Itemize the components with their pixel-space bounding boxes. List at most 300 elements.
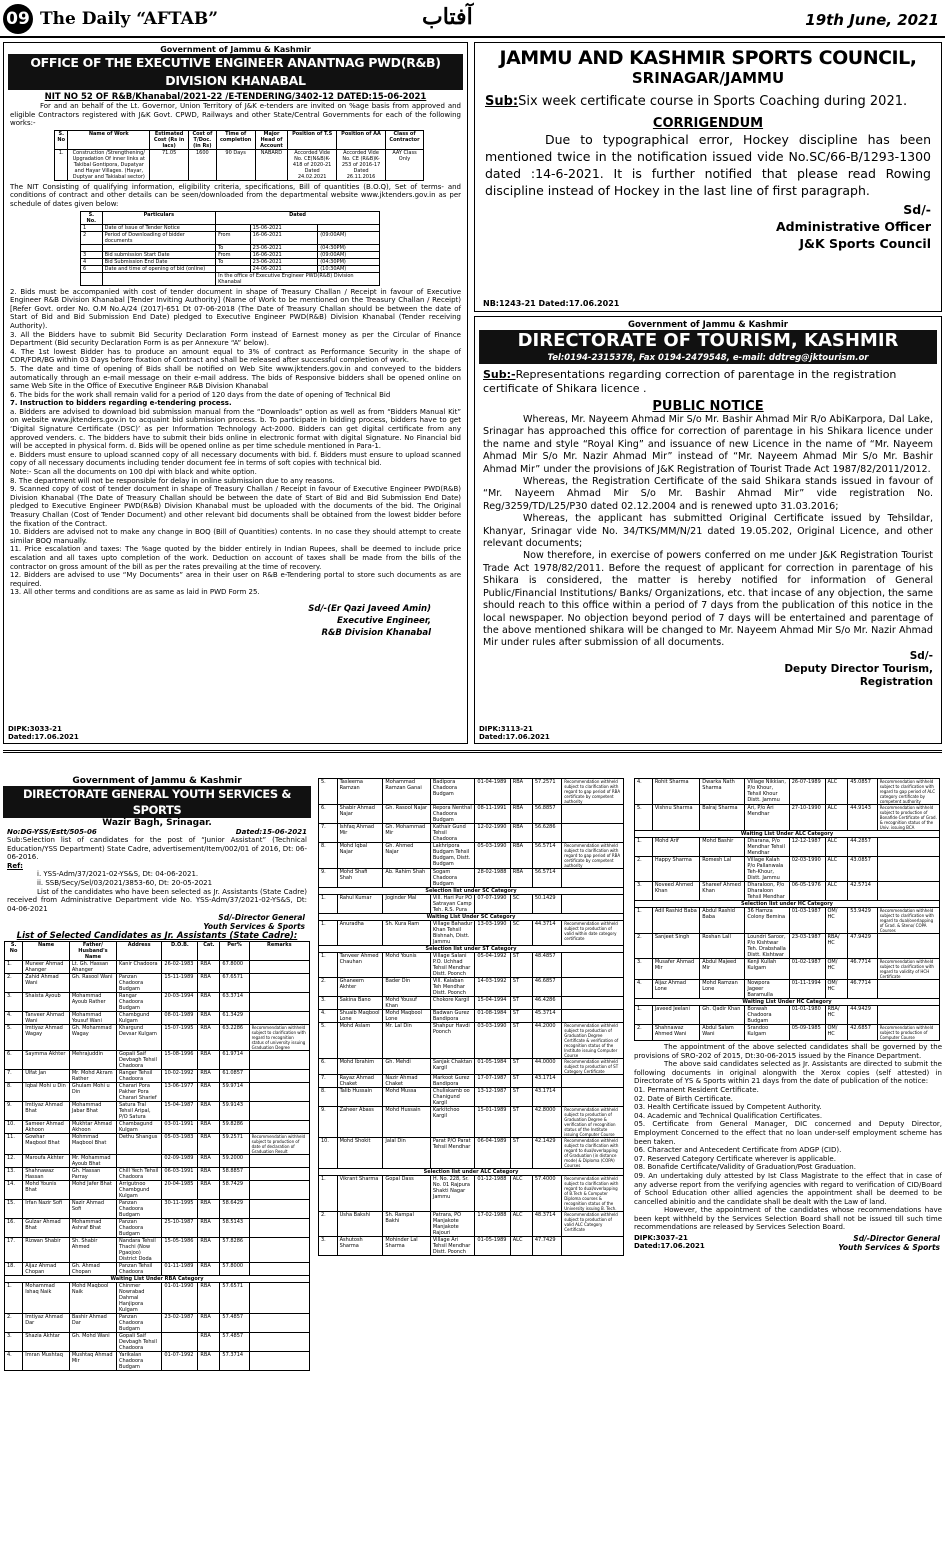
table-cell: 15-05-1986 [162,1238,198,1263]
table-row [5,1219,310,1238]
document-item: 06. Character and Antecedent Certificate from ADGP (CID). [634,1146,842,1155]
table-cell: 2. [319,978,338,997]
pwd-clauses [10,288,461,597]
table-cell: 4. [5,1352,23,1371]
table-cell: 14-03-1992 [475,978,510,997]
table-cell [249,974,309,993]
table-cell: Mehrajuddin [69,1051,116,1070]
table-cell: 59.9714 [220,1083,249,1102]
table-cell: Mohd Jafer Bhat [69,1181,116,1200]
table-cell: 01-03-1987 [789,908,825,934]
table-cell: 46.7714 [848,980,877,999]
youth-final-para: However, the appointment of the candidates whose recommendations have been kept withheld by the Services Selection Board shall not be issued till such time recommendations are released by Services Selection Board. [634,1206,942,1232]
tourism-paragraph: Now therefore, in exercise of powers conferred on me under J&K Registration Tourist Trade Act 1978/82/2011. Before the request of applicant for correction in parentage of his Shikara is considered, the matter is hereby notified for information of General Public/Financial Institutions/ Banks/ Organizations, etc. that incase of any objection, the same should reach to this office within a period of 7 days from the publication of this notice in the local newspaper. No objection beyond period of 7 days will be entertained and parentage of the above mentioned shikara will be changed to Mr. Nayeem Ahmad Mir S/o Mr. Nazir Ahmad Mir under rules after submission of all documents. [483,550,933,649]
schedule-cell: 3 [81,251,103,258]
document-item: 01. Permanent Resident Certificate. [634,1085,759,1094]
pwd-tender-notice [3,42,468,744]
table-row [319,1075,624,1088]
table-cell [249,1070,309,1083]
table-cell: Sogam Chadoora Budgam [430,869,475,888]
document-item: 07. Reserved Category Certificate wherever is applicable. [634,1154,836,1163]
table-row [5,1121,310,1134]
category-heading-row [5,1276,310,1283]
table-cell: RBA [198,1051,220,1070]
schedule-row [81,265,380,272]
table-cell: Shaista Ayoub [23,993,70,1012]
table-cell: ST [510,1138,532,1169]
table-cell: Mohammad Yousuf Wani [69,1012,116,1025]
table-cell: 17. [5,1238,23,1263]
table-cell: 02-03-1990 [789,857,825,882]
table-row [635,908,940,934]
table-cell: 8. [5,1083,23,1102]
table-row [635,980,940,999]
table-cell: Gh. Qadir Khan [700,1006,745,1025]
table-cell: 57.8286 [220,1238,249,1263]
youth-ref-line: No:DG-YSS/Estt/505-06 Dated:15-06-2021 [7,828,307,836]
table-cell: 01-08-1984 [475,1010,510,1023]
table-cell: 06-05-1976 [789,882,825,901]
table-cell: Imran Mushtaq [23,1352,70,1371]
table-cell: 2. [635,934,653,959]
table-cell: 14. [5,1181,23,1200]
table-cell: 44.3714 [532,921,561,946]
table-cell [562,1010,624,1023]
table-cell: Mohammad Ashraf Bhat [69,1219,116,1238]
table-cell: Mohammad Ramzan Ganai [383,779,430,805]
schedule-cell: Bid submission Start Date [102,251,215,258]
table-row [5,1070,310,1083]
tourism-subject: Sub:-Representations regarding correction of parentage in the registration certificate of Shikara licence . [483,368,897,395]
table-row [319,1176,624,1212]
table-cell: Rahul Kumar [337,895,383,914]
table-cell: Recommendation withheld subject to production of Graduation Degree & verification of recognition status of the Institute issuing Computer Course [562,1107,624,1138]
table-cell: Recommendation withheld subject to clarification with regard to gap period of RBA certificate by competent authority [562,779,624,805]
table-cell: Village Salani P.O. Uchhad Tehsil Mendhar Distt. Poonch [430,953,475,978]
table-cell: Aijaz Ahmad Lone [652,980,699,999]
table-cell: Khargund Devsar Kulgam [117,1025,162,1051]
table-cell: 01-05-1984 [475,1059,510,1075]
table-cell: RBA [198,1263,220,1276]
table-cell: 05-03-1983 [162,1134,198,1155]
schedule-row [81,224,380,231]
table-cell [877,934,939,959]
table-cell: Mohd Ibrahim [337,1059,383,1075]
schedule-cell: 4 [81,258,103,265]
table-cell: Imtiyaz Ahmad Bhat [23,1102,70,1121]
category-heading: Waiting List Under RBA Category [5,1276,310,1283]
table-row [5,993,310,1012]
table-cell: 08-01-1989 [162,1012,198,1025]
table-cell: 6. [319,805,338,824]
schedule-row [81,231,380,244]
schedule-cell: 24-06-2021 [250,265,318,272]
pwd-clause: 11. Price escalation and taxes: The %age quoted by the bidder entirely in Indian Rupees, shall be deemed to include price escalation and all taxes upto completion of the work. Deduction on account of taxes shall be made from the bills of the contractor on gross amount of the bill as per the rates prevailing at the time of recovery. [10,545,461,571]
schedule-cell: Date and time of opening of bid (online) [102,265,215,272]
table-cell: 1. [635,908,653,934]
table-cell: Gh. Hassan Parray [69,1168,116,1181]
table-cell: 59.8286 [220,1121,249,1134]
table-cell: Dharana, P/o Mendhar Tehsil Mendhar [745,838,789,857]
schedule-note-row [81,272,380,285]
table-row [635,838,940,857]
schedule-cell [102,272,215,285]
table-cell: Dethu Shangus [117,1134,162,1155]
pwd-works-table [54,130,424,181]
works-cell: Accorded Vide No. CE (R&B)K-253 of 2016-17 Dated 26.11.2016 [337,149,386,180]
table-cell: Sh. Kura Ram [383,921,430,946]
schedule-cell: 2 [81,231,103,244]
schedule-cell [216,265,251,272]
table-cell: RBA [198,1181,220,1200]
sports-subject: Sub:Six week certificate course in Sports Coaching during 2021. [485,94,908,109]
pwd-clause: 4. The 1st lowest Bidder has to produce an amount equal to 3% of contract as Performance Security in the shape of CDR/FDR/BG within 03 Days before fixation of Contract and shall be released after successful completion of work. [10,347,461,365]
youth-top-signature: Sd/-Director General Youth Services & Sports [203,913,305,932]
table-cell: 67.8000 [220,961,249,974]
category-heading-row [319,946,624,953]
table-cell: Recommendation withheld subject to production of Bonafide Certificate of Grad. & recognition status of the Univ. issuing BCA [877,805,939,831]
schedule-cell [81,244,103,251]
table-cell: 12-02-1990 [475,824,510,843]
table-row [319,1059,624,1075]
sports-nb: NB:1243-21 Dated:17.06.2021 [483,299,620,308]
table-cell [249,1155,309,1168]
table-row [319,921,624,946]
table-row [319,1023,624,1059]
document-item: 03. Health Certificate issued by Competent Authority. [634,1103,822,1112]
category-heading: Selection list under SC Category [319,888,624,895]
table-cell: 58.5143 [220,1219,249,1238]
tourism-public-notice [474,316,942,744]
schedule-header-row [81,211,380,224]
table-cell [562,953,624,978]
table-cell: Yarikalan Chadoora Budgam [117,1352,162,1371]
table-cell: 1. [319,1176,338,1212]
table-row [5,1012,310,1025]
table-cell: Imtiyaz Ahmad Dar [23,1314,70,1333]
schedule-cell [318,224,380,231]
table-cell: 17-07-1987 [475,1075,510,1088]
tourism-contact: Tel:0194-2315378, Fax 0194-2479548, e-mail: ddtreg@jktourism.or [479,352,937,364]
table-cell: RBA [510,805,532,824]
table-cell [249,1181,309,1200]
table-cell: Mohd Maqbool Naik [69,1283,116,1314]
schedule-row [81,244,380,251]
works-header-cell: Position of AA [337,130,386,149]
table-cell: Mohd Bashir [700,838,745,857]
table-cell: 05-09-1985 [789,1025,825,1041]
table-cell: SC [510,895,532,914]
schedule-cell: 23-06-2021 [250,258,318,265]
table-cell [877,838,939,857]
table-cell: Gopali Saif Devbagh Tehsil Chadoora [117,1333,162,1352]
works-header-row [55,130,424,149]
works-cell: 1. [55,149,68,180]
table-cell: 06-04-1989 [475,1138,510,1169]
pwd-intro: For and an behalf of the Lt. Governor, Union Territory of J&K e-tenders are invited on %age basis from approved and eligible Contractors registered with J&K Govt. CPWD, Railways and other State/Central Governments for each of the following works:- [10,102,461,128]
table-row [319,978,624,997]
table-cell: OM/ HC [825,1025,848,1041]
pwd-sig-title: Executive Engineer, [337,615,431,626]
table-cell: Mohammad Jabar Bhat [69,1102,116,1121]
youth-documents-list [634,1086,942,1206]
table-cell: 56.8857 [532,805,561,824]
table-cell: 01-11-1994 [789,980,825,999]
table-cell: 42.8000 [532,1107,561,1138]
table-cell: 45.0857 [848,779,877,805]
youth-column-2 [318,778,626,1556]
tourism-paragraph: Whereas, Mr. Nayeem Ahmad Mir S/o Mr. Bashir Ahmad Mir R/o AbiKarpora, Dal Lake, Srinagar has approached this office for correction of parentage in his Shikara licence under the name and style “Royal King” and issuance of new Licence in the name of “Mr. Nayeem Ahmad Mir S/o Mr. Nazir Ahmad Mir” instead of “Mr. Nayeem Ahmad Mir S/o Mr. Bashir Ahmad Mir” under the provisions of J&K Registration of Tourist Trade Act 1987/82/2011/2012. [483,414,933,475]
document-item: 02. Date of Birth Certificate. [634,1094,733,1103]
youth-dipk: DIPK:3037-21 Dated:17.06.2021 [634,1234,705,1251]
tourism-dipk: DIPK:3113-21 Dated:17.06.2021 [479,725,550,741]
youth-list-title: List of Selected Candidates as Jr. Assistants (State Cadre): [16,931,298,942]
table-cell: Abdul Salam Wani [700,1025,745,1041]
youth-documents-para: The above said candidates selected as Jr. Assistants are directed to submit the following documents in original alongwith the Xerox copies (self attested) in Directorate of YS & Sports within 21 days from the date of publication of the notice: [634,1060,942,1086]
document-item: 05. Certificate from General Manager, DIC concerned and Deputy Director, Employment Concerned to the effect that no loan under-self employment scheme has been taken. [634,1120,942,1146]
works-row [55,149,424,180]
table-row [5,1263,310,1276]
table-cell: Recommendation withheld subject to production of Computer Course [877,1025,939,1041]
table-cell: OM/ HC [825,959,848,980]
schedule-cell [81,272,103,285]
table-cell: Mohd Younis Bhat [23,1181,70,1200]
tourism-paragraphs [483,414,933,650]
youth-table-part1 [4,941,310,1371]
table-cell: 5. [5,1025,23,1051]
table-cell: 47.9429 [848,934,877,959]
table-cell: Panzan Chadoora Budgam [117,1219,162,1238]
pwd-title [8,54,463,90]
table-cell: Panzan Chadoora Budgam [117,974,162,993]
table-cell: 44.9429 [848,1006,877,1025]
table-cell: 50.1429 [532,895,561,914]
pwd-sig-division: R&B Division Khanabal [321,627,431,638]
table-cell: 42.5714 [848,882,877,901]
table-cell [562,805,624,824]
table-cell: 15-11-1989 [162,974,198,993]
table-cell: Recommendation withheld subject to clarification with regard to dual/overlapping of B.Tech & Computer Diploma courses & recognition status of the University issuing B. Tech. [562,1176,624,1212]
pwd-clause: 10. Bidders are advised not to make any change in BOQ (Bill of Quantities) contents. In no case they should attempt to create similar BOQ manually. [10,528,461,545]
table-cell: Mr. Mohd Akram Rather [69,1070,116,1083]
table-cell: ALC [825,779,848,805]
table-cell: Nowpora Jageer Baramulla [745,980,789,999]
table-cell: Bader Din [383,978,430,997]
table-cell: ALC [510,1212,532,1237]
table-cell: 15-07-1995 [162,1025,198,1051]
table-cell: ST [510,1075,532,1088]
table-cell: Dwarka Nath Sharma [700,779,745,805]
pwd-dipk: DIPK:3033-21 Dated:17.06.2021 [8,725,79,741]
table-cell: Sakina Bano [337,997,383,1010]
section-divider [3,750,942,753]
table-row [319,869,624,888]
table-cell: RBA [510,843,532,869]
table-cell: 06-03-1991 [162,1168,198,1181]
schedule-cell: Date of Issue of Tender Notice [102,224,215,231]
table-cell: 44.2000 [532,1023,561,1059]
table-cell [562,1075,624,1088]
schedule-cell: 23-06-2021 [250,244,318,251]
works-cell: Accorded Vide No. CE(N&B)K-418 of 2020-21 Dated 24.02.2021 [288,149,337,180]
table-row [319,895,624,914]
table-cell: Vikrant Sharma [337,1176,383,1212]
sports-subtitle: SRINAGAR/JAMMU [631,69,785,87]
table-cell: Vishnu Sharma [652,805,699,831]
table-cell: 23-03-1987 [789,934,825,959]
table-cell: Gh. Rasool Najar [383,805,430,824]
table-cell: 02-09-1989 [162,1155,198,1168]
table-cell: 12. [5,1155,23,1168]
table-cell: Ranger Tehsil Chadoora [117,1070,162,1083]
table-cell: Ari, P/o Ari Mendhar [745,805,789,831]
table-cell: Mohammad Ishaq Naik [23,1283,70,1314]
table-cell: 4. [635,980,653,999]
works-cell: 71.05 [150,149,189,180]
table-cell [249,1168,309,1181]
table-cell: Shareef Ahmed Khan [700,882,745,901]
table-cell [117,1155,162,1168]
table-cell: 01-01-1980 [789,1006,825,1025]
table-cell: 6. [5,1051,23,1070]
table-cell: ST [510,1059,532,1075]
table-cell: 59.2000 [220,1155,249,1168]
table-cell: Mr. Lal Din [383,1023,430,1059]
table-cell: 26-02-1983 [162,961,198,974]
table-cell: 57.3714 [220,1352,249,1371]
table-cell [249,1333,309,1352]
works-cell: 1600 [189,149,217,180]
table-cell: 61.3429 [220,1012,249,1025]
table-cell: 1. [635,838,653,857]
youth-column-3 [634,778,942,1556]
table-cell: 7. [5,1070,23,1083]
table-cell: 05-03-1990 [475,843,510,869]
table-row [319,997,624,1010]
table-cell: RBA [198,1219,220,1238]
table-cell: Gh. Ahmed Najar [383,843,430,869]
table-cell: ST [510,997,532,1010]
tourism-paragraph: Whereas, the Registration Certificate of the said Shikara stands issued in favour of “Mr. Nayeem Ahmad Mir S/o Mr. Bashir Ahmad Mir” vide registration No. Reg/3259/TD/L25/P30 dated 02.12.2004 and is renewed upto 31.03.2016; [483,476,933,512]
table-cell: Loundri Saroor, P/o Kishtwar Teh. Drabshalla Distt. Kishtwar [745,934,789,959]
table-cell: Arrigutnoo Chambgund Kulgam [117,1181,162,1200]
table-cell: Chill Yech Tehsil Chadoora [117,1168,162,1181]
pwd-para1: The NIT Consisting of qualifying information, eligibility criteria, specifications, Bill of quantities (B.O.Q), Set of terms- and conditions of contract and other details can be seen/downloaded from the departmental website www.jktenders.gov.in as per schedule of dates given below: [10,182,461,208]
table-row [319,779,624,805]
table-cell: 2. [5,974,23,993]
table-cell: Mukhtar Ahmad Akhoon [69,1121,116,1134]
table-cell: Shahnawaz Hassan [23,1168,70,1181]
table-cell: 7. [319,824,338,843]
document-item: 08. Bonafide Certificate/Validity of Graduation/Post Graduation. [634,1163,856,1172]
table-cell: Mohinder Lal Sharma [383,1237,430,1256]
table-cell: Lt. Gh. Hassan Ahanger [69,961,116,974]
table-cell: 46.4286 [532,997,561,1010]
category-heading-row [635,901,940,908]
table-row [5,1134,310,1155]
works-header-cell: Name of Work [68,130,150,149]
table-cell [877,1006,939,1025]
table-cell: Mohd Yousuf Khan [383,997,430,1010]
table-cell: Mohd Hussain [383,1107,430,1138]
table-cell: RBA [198,1314,220,1333]
schedule-note: In the office of Executive Engineer PWD(R&B) Division Khanabal [216,272,380,285]
table-cell [249,1102,309,1121]
table-cell: 5. [635,805,653,831]
schedule-header-cell: Particulars [102,211,215,224]
table-row [635,1006,940,1025]
schedule-header-cell: Dated [216,211,380,224]
table-cell: RBA [198,1121,220,1134]
table-cell: 01-04-1989 [475,779,510,805]
table-cell: 42.6857 [848,1025,877,1041]
schedule-cell: (04:30PM) [318,258,380,265]
table-cell: RBA/ HC [825,1006,848,1025]
table-cell: 6. [319,1059,338,1075]
table-cell: 15-01-1989 [475,1107,510,1138]
pwd-clause: 8. The department will not be responsible for delay in online submission due to any reasons. [10,476,335,485]
table-cell: 58.6429 [220,1200,249,1219]
table-cell: Zaheer Abass [337,1107,383,1138]
table-cell: Village Ari Tehsil Mendhar Distt. Poonch [430,1237,475,1256]
newspaper-logo: آفتاب [422,4,473,30]
table-cell: 61.0857 [220,1070,249,1083]
document-item: 04. Academic and Technical Qualification Certificates. [634,1111,823,1120]
table-cell: 53.9429 [848,908,877,934]
table-cell [249,1051,309,1070]
table-cell: Abdul Rashid Baba [700,908,745,934]
table-cell: 1. [319,921,338,946]
list-header-cell: Address [117,942,162,961]
table-cell: Recommendation withheld subject to clarification with regard to dual/overlapping of Graduation (in distance mode) & Diploma (COPA) Courses [562,1138,624,1169]
category-heading-row [635,831,940,838]
table-row [319,843,624,869]
table-cell: RBA [198,1200,220,1219]
table-cell: Gulzar Ahmad Bhat [23,1219,70,1238]
works-cell: Construction /Strengthening/ Upgradation Of inner links at Takibal Gontipora, Dupatyar and Hayar Villages. (Hayar, Duptyar and Takiabal sector) [68,149,150,180]
table-cell: Tanveer Ahmed Chauhan [337,953,383,978]
youth-column-1 [3,776,311,1556]
table-cell: 56.6286 [532,824,561,843]
table-cell: RBA [198,1352,220,1371]
pwd-signature [10,603,461,639]
table-cell: 43.1714 [532,1075,561,1088]
table-cell: RBA [198,1333,220,1352]
table-cell: 67.6571 [220,974,249,993]
table-row [635,934,940,959]
table-cell: 46.6857 [532,978,561,997]
table-cell: Mohd Mussa [383,1088,430,1107]
table-row [635,805,940,831]
table-cell: 4. [319,1010,338,1023]
table-row [5,1102,310,1121]
pwd-gov: Government of Jammu & Kashmir [160,45,311,54]
table-cell: 01-12-1988 [475,1176,510,1212]
table-row [319,824,624,843]
sports-body: Due to typographical error, Hockey discipline has been mentioned twice in the notification issued vide No.SC/66-B/1293-1300 dated :14-6-2021. It is further notified that please read Rowing discipline instead of Hockey in the last line of first paragraph. [485,132,931,198]
table-cell: Gh. Rasool Wani [69,974,116,993]
table-row [5,1025,310,1051]
table-cell: 44.2857 [848,838,877,857]
list-header-row [5,942,310,961]
table-cell: 01-01-1990 [162,1283,198,1314]
table-cell: Anuradha [337,921,383,946]
table-cell: Panzan Chadoora Budgam [117,1314,162,1333]
table-cell: Recommendation withheld subject to clarification with regard to recognition status of university issuing Graduation Degree [249,1025,309,1051]
table-cell: ALC [510,1176,532,1212]
table-cell: Sanjak Chaktan Kargil [430,1059,475,1075]
table-row [5,1238,310,1263]
